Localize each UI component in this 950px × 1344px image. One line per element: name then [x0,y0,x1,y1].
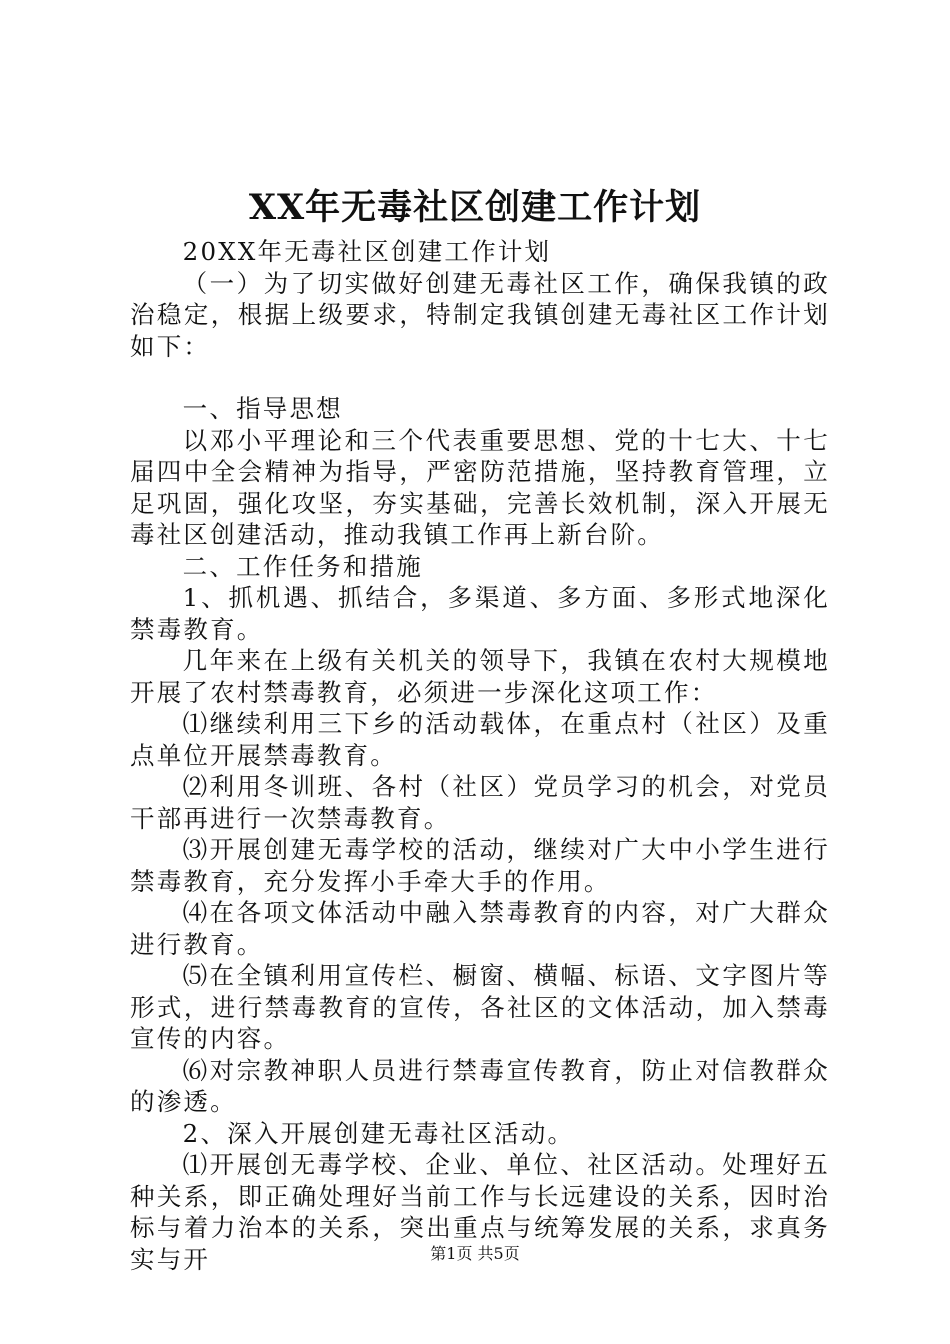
list-item-6: ⑹对宗教神职人员进行禁毒宣传教育，防止对信教群众的渗透。 [130,1055,830,1116]
list-item-1: ⑴继续利用三下乡的活动载体，在重点村（社区）及重点单位开展禁毒教育。 [130,709,830,770]
list-item-4: ⑷在各项文体活动中融入禁毒教育的内容，对广大群众进行教育。 [130,898,830,959]
paragraph-task-1-detail: 几年来在上级有关机关的领导下，我镇在农村大规模地开展了农村禁毒教育，必须进一步深化这项工作： [130,646,830,707]
list-item-7: ⑴开展创无毒学校、企业、单位、社区活动。处理好五种关系，即正确处理好当前工作与长远建设的关系，因时治标与着力治本的关系，突出重点与统筹发展的关系，求真务实与开 [130,1150,830,1274]
document-title: XX年无毒社区创建工作计划 [248,187,702,228]
paragraph-intro: （一）为了切实做好创建无毒社区工作，确保我镇的政治稳定，根据上级要求，特制定我镇创建无毒社区工作计划如下： [130,268,830,361]
document-body [130,236,830,1275]
page-number-footer: 第1页 共5页 [430,1244,520,1263]
paragraph-subtitle: 20XX年无毒社区创建工作计划 [182,237,552,266]
paragraph-task-2: 2、深入开展创建无毒社区活动。 [182,1118,575,1148]
heading-guiding-ideology: 一、指导思想 [182,394,343,423]
list-item-2: ⑵利用冬训班、各村（社区）党员学习的机会，对党员干部再进行一次禁毒教育。 [130,772,830,833]
paragraph-task-1: 1、抓机遇、抓结合，多渠道、多方面、多形式地深化禁毒教育。 [130,583,830,644]
heading-tasks-measures: 二、工作任务和措施 [182,551,423,581]
paragraph-guiding-ideology: 以邓小平理论和三个代表重要思想、党的十七大、十七届四中全会精神为指导，严密防范措施，坚持教育管理，立足巩固，强化攻坚，夯实基础，完善长效机制，深入开展无毒社区创建活动，推动我镇工作再上新台阶。 [130,425,830,549]
list-item-5: ⑸在全镇利用宣传栏、橱窗、横幅、标语、文字图片等形式，进行禁毒教育的宣传，各社区的文体活动，加入禁毒宣传的内容。 [130,961,830,1053]
list-item-3: ⑶开展创建无毒学校的活动，继续对广大中小学生进行禁毒教育，充分发挥小手牵大手的作用。 [130,835,830,896]
